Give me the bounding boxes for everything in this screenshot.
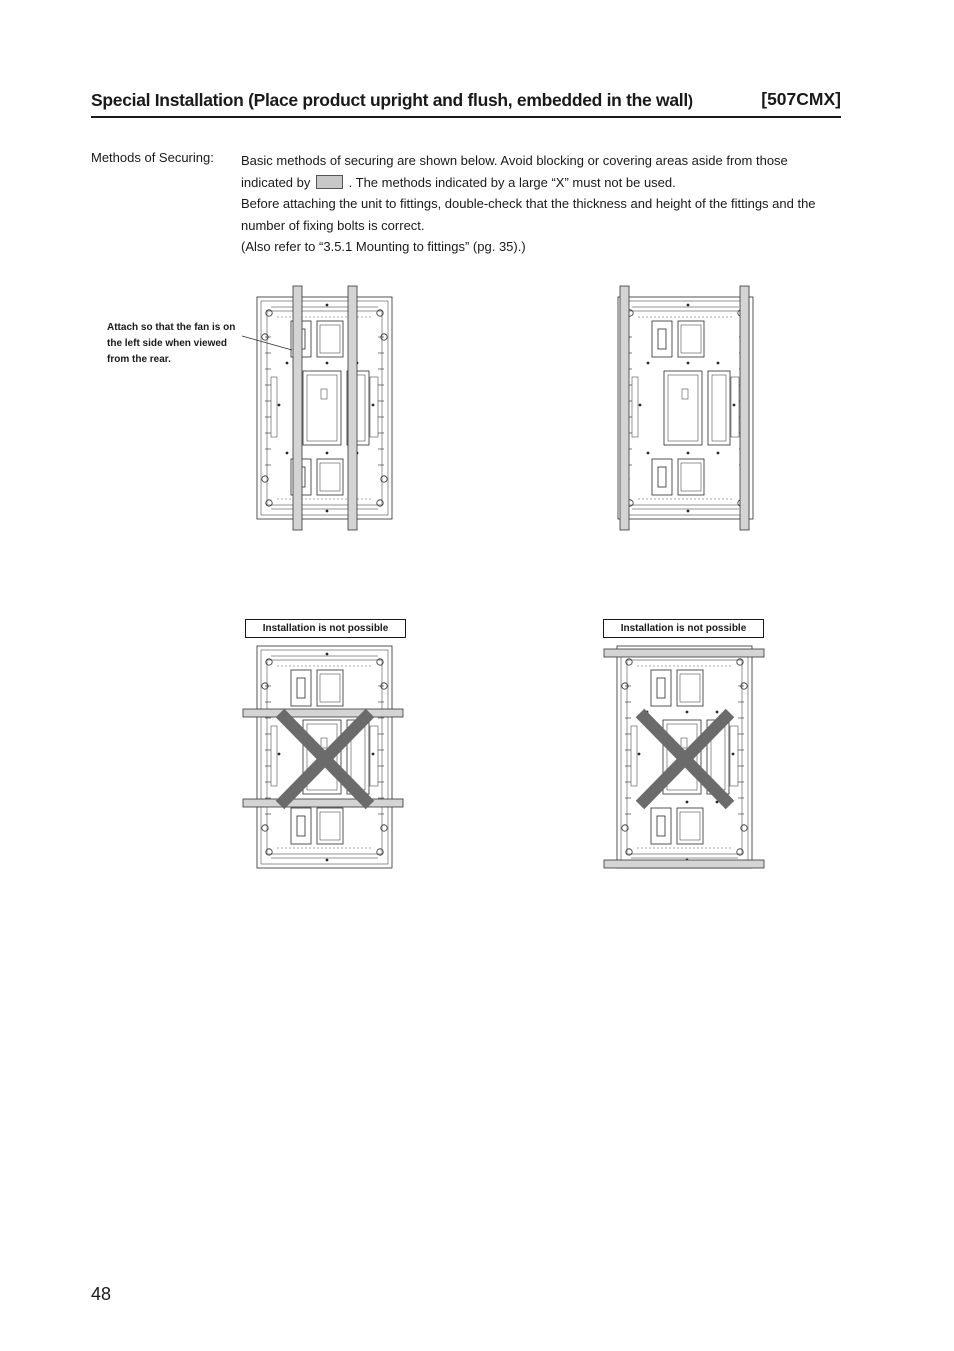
title-main: Special Installation (Place product upright and flush, embedded in the wall (91, 90, 688, 110)
methods-line-3: (Also refer to “3.5.1 Mounting to fittings” (pg. 35).) (241, 239, 526, 255)
methods-line-1-after: . The methods indicated by a large “X” must not be used. (348, 174, 676, 190)
diagram-vertical-fittings-edge (610, 280, 765, 535)
title-paren: ) (687, 93, 693, 110)
x-mark-icon (280, 713, 370, 805)
fitting-bar-upper (243, 709, 403, 717)
methods-line-1 (241, 150, 843, 193)
methods-line-2: Before attaching the unit to fittings, double-check that the thickness and height of the fittings and the number of fixing bolts is correct. (241, 196, 816, 233)
model-tag: [507CMX] (761, 89, 841, 109)
not-possible-badge-right: Installation is not possible (603, 619, 764, 638)
page-title (91, 90, 693, 111)
methods-description (241, 150, 843, 258)
fitting-bar-left (293, 286, 302, 530)
diagram-vertical-fittings-inner (250, 280, 405, 535)
page-number: 48 (91, 1284, 112, 1304)
fitting-bar-bottom (604, 860, 764, 868)
fitting-bar-left (620, 286, 629, 530)
fitting-swatch-icon (316, 175, 343, 189)
section-header (91, 90, 841, 118)
x-mark-icon (640, 713, 730, 805)
diagram-horizontal-fittings-middle (240, 640, 410, 875)
diagram-horizontal-fittings-edge (600, 640, 770, 875)
not-possible-badge-left: Installation is not possible (245, 619, 406, 638)
fitting-bar-right (740, 286, 749, 530)
methods-line-1-before: Basic methods of securing are shown below. Avoid blocking or covering areas aside from those indicated by (241, 153, 788, 190)
methods-label: Methods of Securing: (91, 150, 214, 165)
panel-rear-icon (618, 297, 753, 519)
fan-orientation-note: Attach so that the fan is on the left side when viewed from the rear. (107, 322, 236, 365)
fitting-bar-lower (243, 799, 403, 807)
fitting-bar-top (604, 649, 764, 657)
panel-rear-icon (257, 297, 392, 519)
fitting-bar-right (348, 286, 357, 530)
